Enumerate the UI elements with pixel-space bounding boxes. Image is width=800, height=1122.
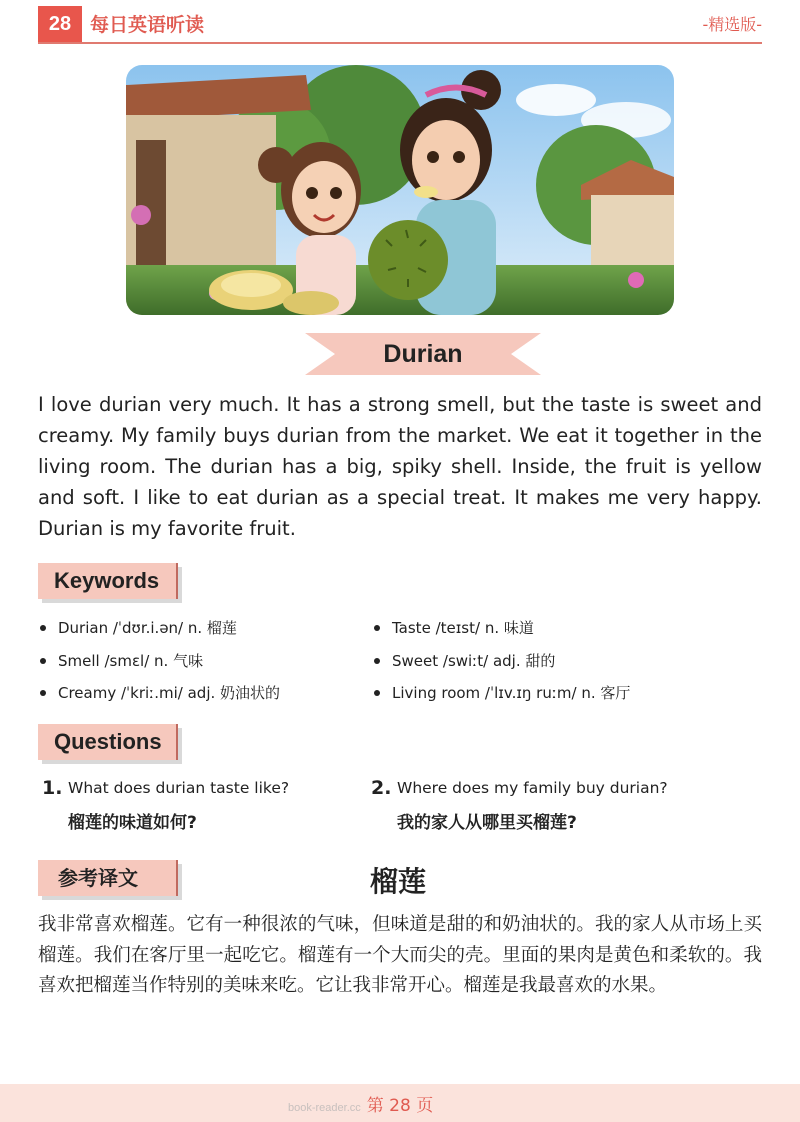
keyword-item: Smell /smɛl/ n. 气味 <box>38 647 378 680</box>
durian-scene-image <box>126 65 674 315</box>
story-passage: I love durian very much. It has a strong smell, but the taste is sweet and creamy. My family buys durian from the market. We eat it together in the living room. The durian has a big, spiky shell. Inside, the fruit is yellow and soft. I like to eat durian as a special treat. It makes me very happy. Durian is my favorite fruit. <box>38 393 762 540</box>
keyword-item: Durian /ˈdʊr.i.ən/ n. 榴莲 <box>38 614 378 647</box>
watermark: book-reader.cc <box>288 1102 361 1114</box>
questions-heading: Questions <box>54 729 162 754</box>
keywords-list-right <box>372 614 712 712</box>
question-number: 2. <box>371 777 392 799</box>
keyword-item: Taste /teɪst/ n. 味道 <box>372 614 712 647</box>
story-title-ribbon <box>305 333 541 375</box>
keyword-item: Sweet /swiːt/ adj. 甜的 <box>372 647 712 680</box>
page-number-badge: 28 <box>38 6 82 42</box>
question-number: 1. <box>42 777 63 799</box>
translation-heading-tab <box>38 860 178 896</box>
question-english: What does durian taste like? <box>68 779 290 797</box>
story-title: Durian <box>383 340 463 368</box>
footer-page-label: 第 28 页 <box>366 1096 434 1116</box>
translation-title: 榴莲 <box>370 865 427 898</box>
page-footer <box>0 1084 800 1122</box>
keywords-heading: Keywords <box>54 568 160 593</box>
question-chinese: 榴莲的味道如何? <box>68 813 197 833</box>
keyword-item: Living room /ˈlɪv.ɪŋ ruːm/ n. 客厅 <box>372 679 712 712</box>
translation-heading: 参考译文 <box>58 866 138 890</box>
series-title: 每日英语听读 <box>90 14 205 36</box>
question-chinese: 我的家人从哪里买榴莲? <box>397 813 577 833</box>
page-header <box>38 6 762 44</box>
keywords-heading-tab <box>38 563 178 599</box>
keywords-list-left <box>38 614 378 712</box>
question-english: Where does my family buy durian? <box>397 779 668 797</box>
translation-body: 我非常喜欢榴莲。它有一种很浓的气味，但味道是甜的和奶油状的。我的家人从市场上买榴莲。我们在客厅里一起吃它。榴莲有一个大而尖的壳。里面的果肉是黄色和柔软的。我喜欢把榴莲当作特别的美味来吃。它让我非常开心。榴莲是我最喜欢的水果。 <box>38 914 762 996</box>
keyword-item: Creamy /ˈkriː.mi/ adj. 奶油状的 <box>38 679 378 712</box>
questions-heading-tab <box>38 724 178 760</box>
edition-label: -精选版- <box>702 15 762 34</box>
story-illustration <box>126 65 674 315</box>
